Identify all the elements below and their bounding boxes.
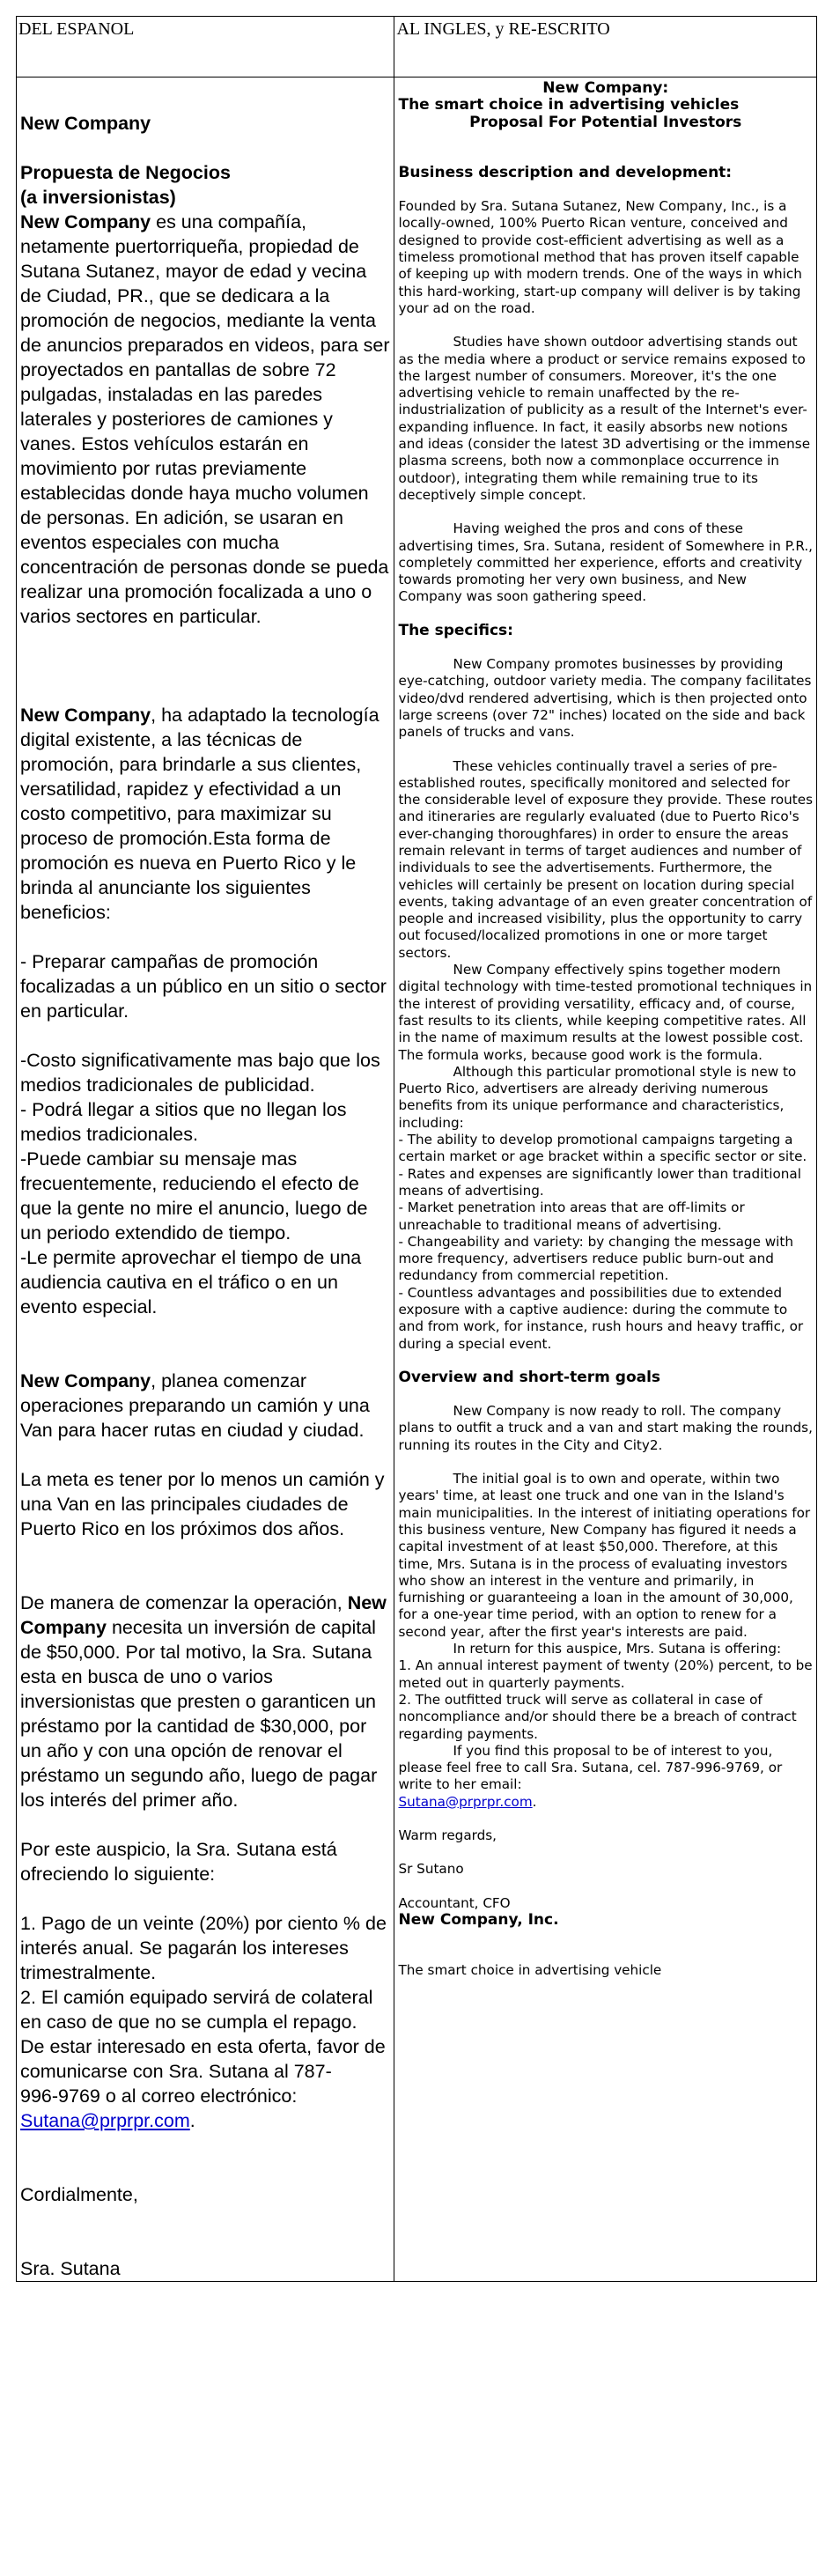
en-benefit-2: - Rates and expenses are significantly lower than traditional means of advertising. — [398, 1165, 801, 1199]
es-benefit-2: -Costo significativamente mas bajo que los medios tradicionales de publicidad. — [20, 1050, 380, 1096]
es-signature: Sra. Sutana — [20, 2258, 121, 2279]
es-p1-company: New Company — [20, 211, 151, 233]
es-benefit-3: - Podrá llegar a sitios que no llegan los medios tradicionales. — [20, 1099, 347, 1145]
es-benefit-4: -Puede cambiar su mensaje mas frecuentemente, reduciendo el efecto de que la gente no mire el anuncio, luego de un periodo extendido de tiempo. — [20, 1148, 368, 1244]
en-paragraph-5: These vehicles continually travel a series of pre-established routes, specifically monitored and selected for the considerable level of exposure they provide. These routes and itineraries are regularly evaluated (due to Puerto Rico's ever-changing thoroughfares) in order to ensure the areas remain relevant in terms of target audiences and number of individuals to see the advertisements. Furthermore, the vehicles will certainly be present on location during special events, taking advantage of an even greater concentration of people and increased visibility, plus the opportunity to carry out focused/localized promotions in one or more target sectors. — [398, 757, 814, 961]
en-paragraph-4: New Company promotes businesses by providing eye-catching, outdoor variety media. The company facilitates video/dvd rendered advertising, which is then projected onto large screens (over 72" inches) located on the side and back panels of trucks and vans. — [398, 656, 812, 741]
en-signature-title: Accountant, CFO — [398, 1894, 511, 1911]
es-p5-before: De manera de comenzar la operación, — [20, 1592, 348, 1613]
en-paragraph-10: In return for this auspice, Mrs. Sutana is offering: — [453, 1641, 782, 1657]
header-english: AL INGLES, y RE-ESCRITO — [394, 17, 817, 78]
header-row — [17, 17, 817, 78]
en-paragraph-8: New Company is now ready to roll. The company plans to outfit a truck and a van and start making the rounds, running its routes in the City and City2. — [398, 1403, 813, 1453]
en-email-line — [398, 1794, 813, 1811]
es-p2-text: , ha adaptado la tecnología digital existente, a las técnicas de promoción, para brindarle a sus clientes, versatilidad, rapidez y efectividad a un costo competitivo, para maximizar su proceso de promoción.Esta forma de promoción es nueva en Puerto Rico y le brinda al anunciante los siguientes beneficios: — [20, 705, 379, 923]
es-company-name: New Company — [20, 113, 151, 134]
es-closing: Cordialmente, — [20, 2184, 138, 2205]
es-p1-text: es una compañía, netamente puertorriqueña, propiedad de Sutana Sutanez, mayor de edad y vecina de Ciudad, PR., que se dedicara a la promoción de negocios, mediante la venta de anuncios preparados en videos, para ser proyectados en pantallas de sobre 72 pulgadas, instaladas en las paredes laterales y posteriores de camiones y vanes. Estos vehículos estarán en movimiento por rutas previamente establecidas donde haya mucho volumen de personas. En adición, se usaran en eventos especiales con mucha concentración de personas donde se pueda realizar una promoción focalizada a uno o varios sectores en particular. — [20, 211, 390, 627]
en-heading-specifics: The specifics: — [398, 621, 513, 639]
en-heading-business: Business description and development: — [398, 163, 733, 181]
es-contact-line-2: 996-9769 o al correo electrónico: — [20, 2085, 298, 2107]
en-paragraph-2: Studies have shown outdoor advertising stands out as the media where a product or service remains exposed to the largest number of consumers. Moreover, it's the one advertising vehicle to remain unaffected by the re-industrialization of publicity as a result of the Internet's ever-expanding influence. In fact, it easily absorbs new notions and ideas (consider the latest 3D advertising or the immense plasma screens, both now a commonplace occurrence in outdoor), integrating them while remaining true to its deceptively simple concept. — [398, 334, 811, 503]
translation-table — [16, 16, 817, 2282]
es-offer-1-line-2: trimestralmente. — [20, 1962, 157, 1983]
en-paragraph-7: Although this particular promotional style is new to Puerto Rico, advertisers are already deriving numerous benefits from its unique performance and characteristics, including: — [398, 1063, 797, 1131]
en-title-1: New Company: — [542, 79, 669, 97]
en-benefit-1: - The ability to develop promotional campaigns targeting a certain market or age bracket within a specific sector or site. — [398, 1132, 807, 1165]
es-paragraph-5 — [20, 1591, 390, 1812]
es-p3-text: , planea comenzar operaciones preparando un camión y una Van para hacer rutas en ciudad y ciudad. — [20, 1370, 370, 1441]
en-company-name: New Company, Inc. — [398, 1910, 559, 1929]
en-heading-overview: Overview and short-term goals — [398, 1368, 661, 1386]
en-title-2: The smart choice in advertising vehicles — [398, 96, 740, 114]
es-email-link[interactable]: Sutana@prprpr.com — [20, 2110, 190, 2131]
es-paragraph-6: Por este auspicio, la Sra. Sutana está ofreciendo lo siguiente: — [20, 1839, 337, 1885]
es-offer-1-line-1: 1. Pago de un veinte (20%) por ciento % de interés anual. Se pagarán los intereses — [20, 1913, 387, 1959]
en-email-period: . — [532, 1793, 537, 1810]
es-offer-2: 2. El camión equipado servirá de colateral en caso de que no se cumpla el repago. — [20, 1987, 373, 2033]
en-title-3: Proposal For Potential Investors — [469, 113, 742, 131]
en-paragraph-3: Having weighed the pros and cons of these advertising times, Sra. Sutana, resident of Somewhere in P.R., completely committed her experience, efforts and creativity towards promoting her very own business, and New Company was soon gathering speed. — [398, 520, 813, 605]
es-benefit-5: -Le permite aprovechar el tiempo de una audiencia cautiva en el tráfico o en un evento especial. — [20, 1247, 362, 1318]
en-email-link[interactable]: Sutana@prprpr.com — [398, 1793, 533, 1810]
es-p5-company: New Company — [20, 1592, 387, 1638]
es-email-line — [20, 2108, 390, 2133]
english-column — [394, 78, 817, 2282]
en-benefit-3: - Market penetration into areas that are off-limits or unreachable to traditional means of advertising. — [398, 1199, 745, 1233]
spanish-column — [17, 78, 394, 2282]
es-paragraph-1 — [20, 210, 390, 629]
es-paragraph-2 — [20, 703, 390, 925]
es-p5-after: necesita un inversión de capital de $50,000. Por tal motivo, la Sra. Sutana esta en busca de uno o varios inversionistas que presten o garanticen un préstamo por la cantidad de $30,000, por un año y con una opción de renovar el préstamo un segundo año, luego de pagar los interés del primer año. — [20, 1617, 378, 1811]
en-offer-2: 2. The outfitted truck will serve as collateral in case of noncompliance and/or should there be a breach of contract regarding payments. — [398, 1691, 797, 1742]
es-p3-company: New Company — [20, 1370, 151, 1391]
en-benefit-4: - Changeability and variety: by changing the message with more frequency, advertisers reduce public burn-out and redundancy from commercial repetition. — [398, 1233, 793, 1284]
header-spanish: DEL ESPANOL — [17, 17, 394, 78]
es-paragraph-3 — [20, 1369, 390, 1443]
en-paragraph-9: The initial goal is to own and operate, within two years' time, at least one truck and one van in the Island's main municipalities. In the interest of initiating operations for this business venture, New Company has figured it needs a capital investment of at least $50,000. Therefore, at this time, Mrs. Sutana is in the process of evaluating investors who show an interest in the venture and primarily, in furnishing or guaranteeing a loan in the amount of 30,000, for a one-year time period, with an option to renew for a second year, after the first year's interests are paid. — [398, 1471, 811, 1640]
es-proposal-title-2: (a inversionistas) — [20, 187, 176, 208]
en-paragraph-11: If you find this proposal to be of interest to you, please feel free to call Sra. Sutana, cel. 787-996-9769, or write to her email: — [398, 1742, 783, 1793]
en-closing: Warm regards, — [398, 1827, 497, 1844]
es-proposal-title-1: Propuesta de Negocios — [20, 162, 231, 183]
content-row — [17, 78, 817, 2282]
es-email-period: . — [189, 2110, 195, 2131]
en-offer-1: 1. An annual interest payment of twenty (20%) percent, to be meted out in quarterly payments. — [398, 1657, 813, 1691]
es-paragraph-4: La meta es tener por lo menos un camión y una Van en las principales ciudades de Puerto Rico en los próximos dos años. — [20, 1469, 385, 1539]
en-tagline: The smart choice in advertising vehicle — [398, 1962, 662, 1979]
es-contact-line-1: De estar interesado en esta oferta, favor de comunicarse con Sra. Sutana al 787- — [20, 2036, 386, 2082]
en-paragraph-6: New Company effectively spins together modern digital technology with time-tested promotional techniques in the interest of providing versatility, efficacy and, of course, fast results to its clients, while keeping competitive rates. All in the name of maximum results at the lowest possible cost. The formula works, because good work is the formula. — [398, 962, 813, 1063]
es-p2-company: New Company — [20, 705, 151, 726]
es-benefit-1: - Preparar campañas de promoción focalizadas a un público en un sitio o sector en particular. — [20, 951, 387, 1022]
en-benefit-5: - Countless advantages and possibilities due to extended exposure with a captive audience: during the commute to and from work, for instance, rush hours and heavy traffic, or during a special event. — [398, 1284, 804, 1352]
en-paragraph-1: Founded by Sra. Sutana Sutanez, New Company, Inc., is a locally-owned, 100% Puerto Rican venture, conceived and designed to provide cost-efficient advertising as well as a timeless promotional method that has proven itself capable of keeping up with modern trends. One of the ways in which this hard-working, start-up company will deliver is by taking your ad on the road. — [398, 198, 802, 316]
en-signature: Sr Sutano — [398, 1861, 464, 1878]
